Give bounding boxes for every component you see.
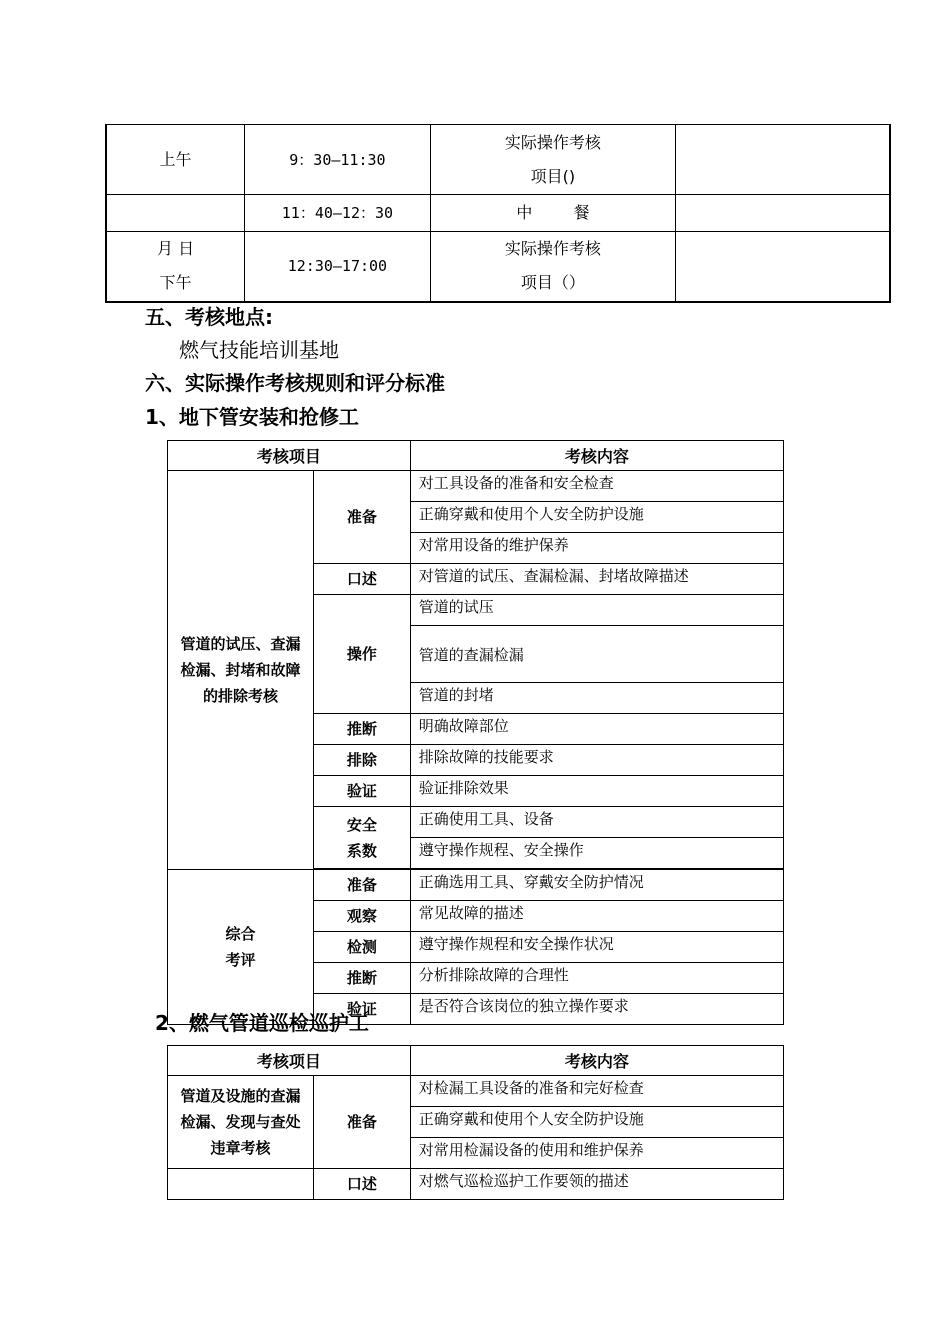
- sub-cell: 准备: [313, 471, 410, 564]
- sub-cell: 准备: [313, 870, 410, 901]
- content-cell: 对检漏工具设备的准备和完好检查: [410, 1076, 783, 1107]
- schedule-period: [106, 195, 245, 232]
- sub-cell: [313, 807, 410, 869]
- table-row: [168, 870, 784, 901]
- schedule-table: [105, 124, 891, 303]
- content-cell: 正确使用工具、设备: [410, 807, 783, 838]
- schedule-note: [676, 232, 890, 302]
- schedule-note: [676, 195, 890, 232]
- schedule-period: 上午: [106, 125, 245, 195]
- sub-cell: 验证: [313, 994, 410, 1025]
- content-cell: 对常用检漏设备的使用和维护保养: [410, 1138, 783, 1169]
- schedule-period: [106, 232, 245, 302]
- sub-cell: 推断: [313, 714, 410, 745]
- content-cell: 对燃气巡检巡护工作要领的描述: [410, 1169, 783, 1200]
- part1-table: [167, 440, 784, 1025]
- sub-cell: 排除: [313, 745, 410, 776]
- sub-cell: 口述: [313, 1169, 410, 1200]
- content-cell: 管道的查漏检漏: [410, 626, 783, 683]
- schedule-row: [106, 232, 890, 302]
- content-cell: 正确选用工具、穿戴安全防护情况: [410, 870, 783, 901]
- table-header-row: [168, 441, 784, 471]
- content-cell: 遵守操作规程、安全操作: [410, 838, 783, 869]
- header-content: 考核内容: [410, 441, 783, 471]
- schedule-item-line1: 实际操作考核: [504, 239, 601, 259]
- schedule-item: [430, 232, 675, 302]
- content-cell: 管道的试压: [410, 595, 783, 626]
- category-cell: [168, 1076, 314, 1169]
- category-cell-continued: [168, 1169, 314, 1200]
- schedule-item-line2: 项目(): [530, 166, 576, 186]
- content-cell: 是否符合该岗位的独立操作要求: [410, 994, 783, 1025]
- sub-cell: 验证: [313, 776, 410, 807]
- sub-label-line2: 系数: [346, 841, 377, 860]
- schedule-period-afternoon: 下午: [159, 273, 192, 293]
- content-cell: 对管道的试压、查漏检漏、封堵故障描述: [410, 564, 783, 595]
- content-cell: 正确穿戴和使用个人安全防护设施: [410, 1107, 783, 1138]
- part1-title: 1、地下管安装和抢修工: [145, 405, 359, 429]
- content-cell: 排除故障的技能要求: [410, 745, 783, 776]
- table-row: [168, 1169, 784, 1200]
- schedule-date: 月 日: [157, 239, 195, 259]
- schedule-item-line2: 项目（）: [520, 273, 585, 293]
- sub-cell: 口述: [313, 564, 410, 595]
- content-cell: 对常用设备的维护保养: [410, 533, 783, 564]
- schedule-row: [106, 195, 890, 232]
- sub-cell: 准备: [313, 1076, 410, 1169]
- schedule-item: [430, 195, 675, 232]
- category-name: 管道及设施的查漏检漏、发现与查处违章考核: [180, 1087, 301, 1157]
- schedule-lunch: 中 餐: [516, 203, 608, 222]
- content-cell: 管道的封堵: [410, 683, 783, 714]
- section5-title: 五、考核地点:: [145, 305, 273, 329]
- part2-table: [167, 1045, 784, 1200]
- content-cell: 验证排除效果: [410, 776, 783, 807]
- category-cell: [168, 870, 314, 1025]
- schedule-row: [106, 125, 890, 195]
- content-cell: 对工具设备的准备和安全检查: [410, 471, 783, 502]
- schedule-time: 11：40—12：30: [245, 195, 431, 232]
- schedule-item: [430, 125, 675, 195]
- sub-cell: 操作: [313, 595, 410, 714]
- content-cell: 明确故障部位: [410, 714, 783, 745]
- part2-title: 2、燃气管道巡检巡护工: [155, 1011, 369, 1035]
- category-name: 管道的试压、查漏检漏、封堵和故障的排除考核: [180, 635, 301, 705]
- sub-cell: 观察: [313, 901, 410, 932]
- content-cell: 常见故障的描述: [410, 901, 783, 932]
- table-header-row: [168, 1046, 784, 1076]
- schedule-time: 9：30—11:30: [245, 125, 431, 195]
- table-row: [168, 1076, 784, 1107]
- header-item: 考核项目: [168, 441, 411, 471]
- header-item: 考核项目: [168, 1046, 411, 1076]
- content-cell: 分析排除故障的合理性: [410, 963, 783, 994]
- table-row: [168, 471, 784, 502]
- sub-label-line1: 安全: [346, 815, 377, 834]
- schedule-note: [676, 125, 890, 195]
- schedule-time: 12:30—17:00: [245, 232, 431, 302]
- content-cell: 正确穿戴和使用个人安全防护设施: [410, 502, 783, 533]
- sub-cell: 检测: [313, 932, 410, 963]
- category-name-line2: 考评: [225, 951, 256, 969]
- header-content: 考核内容: [410, 1046, 783, 1076]
- content-cell: 遵守操作规程和安全操作状况: [410, 932, 783, 963]
- schedule-item-line1: 实际操作考核: [504, 132, 601, 152]
- category-name-line1: 综合: [225, 925, 256, 943]
- section6-title: 六、实际操作考核规则和评分标准: [145, 371, 445, 395]
- sub-cell: 推断: [313, 963, 410, 994]
- section5-text: 燃气技能培训基地: [179, 338, 339, 362]
- category-cell: [168, 471, 314, 870]
